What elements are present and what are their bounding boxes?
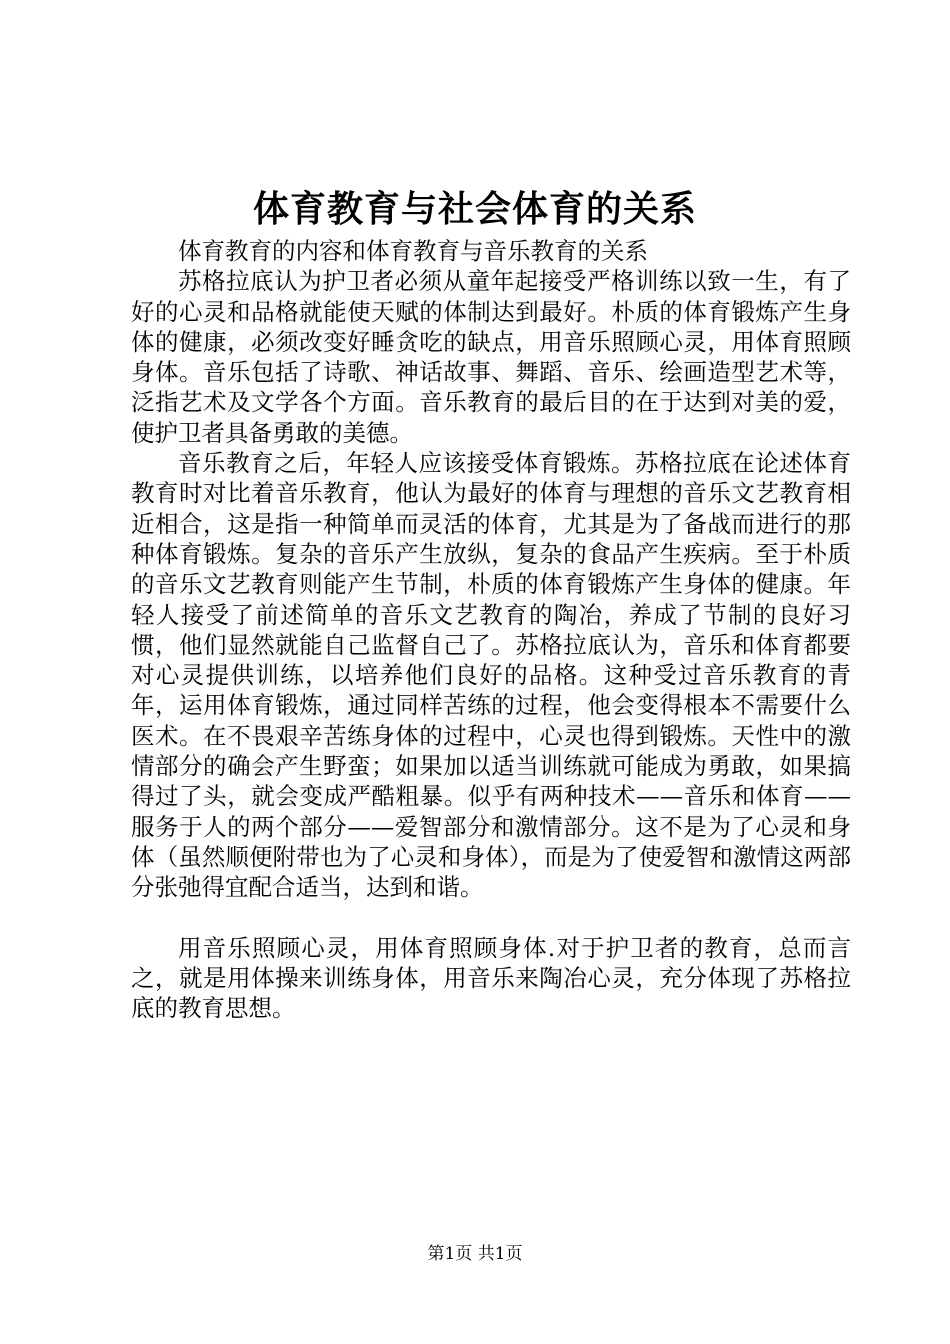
paragraph-subtitle: 体育教育的内容和体育教育与音乐教育的关系 [178, 237, 648, 265]
paragraph-3: 用音乐照顾心灵，用体育照顾身体.对于护卫者的教育，总而言之，就是用体操来训练身体，用音乐来陶冶心灵，充分体现了苏格拉底的教育思想。 [131, 933, 851, 1023]
paragraph-2: 音乐教育之后，年轻人应该接受体育锻炼。苏格拉底在论述体育教育时对比着音乐教育，他认为最好的体育与理想的音乐文艺教育相近相合，这是指一种简单而灵活的体育，尤其是为了备战而进行的那种体育锻炼。复杂的音乐产生放纵，复杂的食品产生疾病。至于朴质的音乐文艺教育则能产生节制，朴质的体育锻炼产生身体的健康。年轻人接受了前述简单的音乐文艺教育的陶冶，养成了节制的良好习惯，他们显然就能自己监督自己了。苏格拉底认为，音乐和体育都要对心灵提供训练，以培养他们良好的品格。这种受过音乐教育的青年，运用体育锻炼，通过同样苦练的过程，他会变得根本不需要什么医术。在不畏艰辛苦练身体的过程中，心灵也得到锻炼。天性中的激情部分的确会产生野蛮；如果加以适当训练就可能成为勇敢，如果搞得过了头，就会变成严酷粗暴。似乎有两种技术——音乐和体育——服务于人的两个部分——爱智部分和激情部分。这不是为了心灵和身体（虽然顺便附带也为了心灵和身体），而是为了使爱智和激情这两部分张弛得宜配合适当，达到和谐。 [131, 449, 851, 902]
page-footer: 第1页 共1页 [427, 1244, 523, 1264]
paragraph-1: 苏格拉底认为护卫者必须从童年起接受严格训练以致一生，有了好的心灵和品格就能使天赋的体制达到最好。朴质的体育锻炼产生身体的健康，必须改变好睡贪吃的缺点，用音乐照顾心灵，用体育照顾身体。音乐包括了诗歌、神话故事、舞蹈、音乐、绘画造型艺术等，泛指艺术及文学各个方面。音乐教育的最后目的在于达到对美的爱，使护卫者具备勇敢的美德。 [131, 267, 851, 447]
document-body [131, 236, 851, 1023]
document-title: 体育教育与社会体育的关系 [252, 188, 697, 230]
